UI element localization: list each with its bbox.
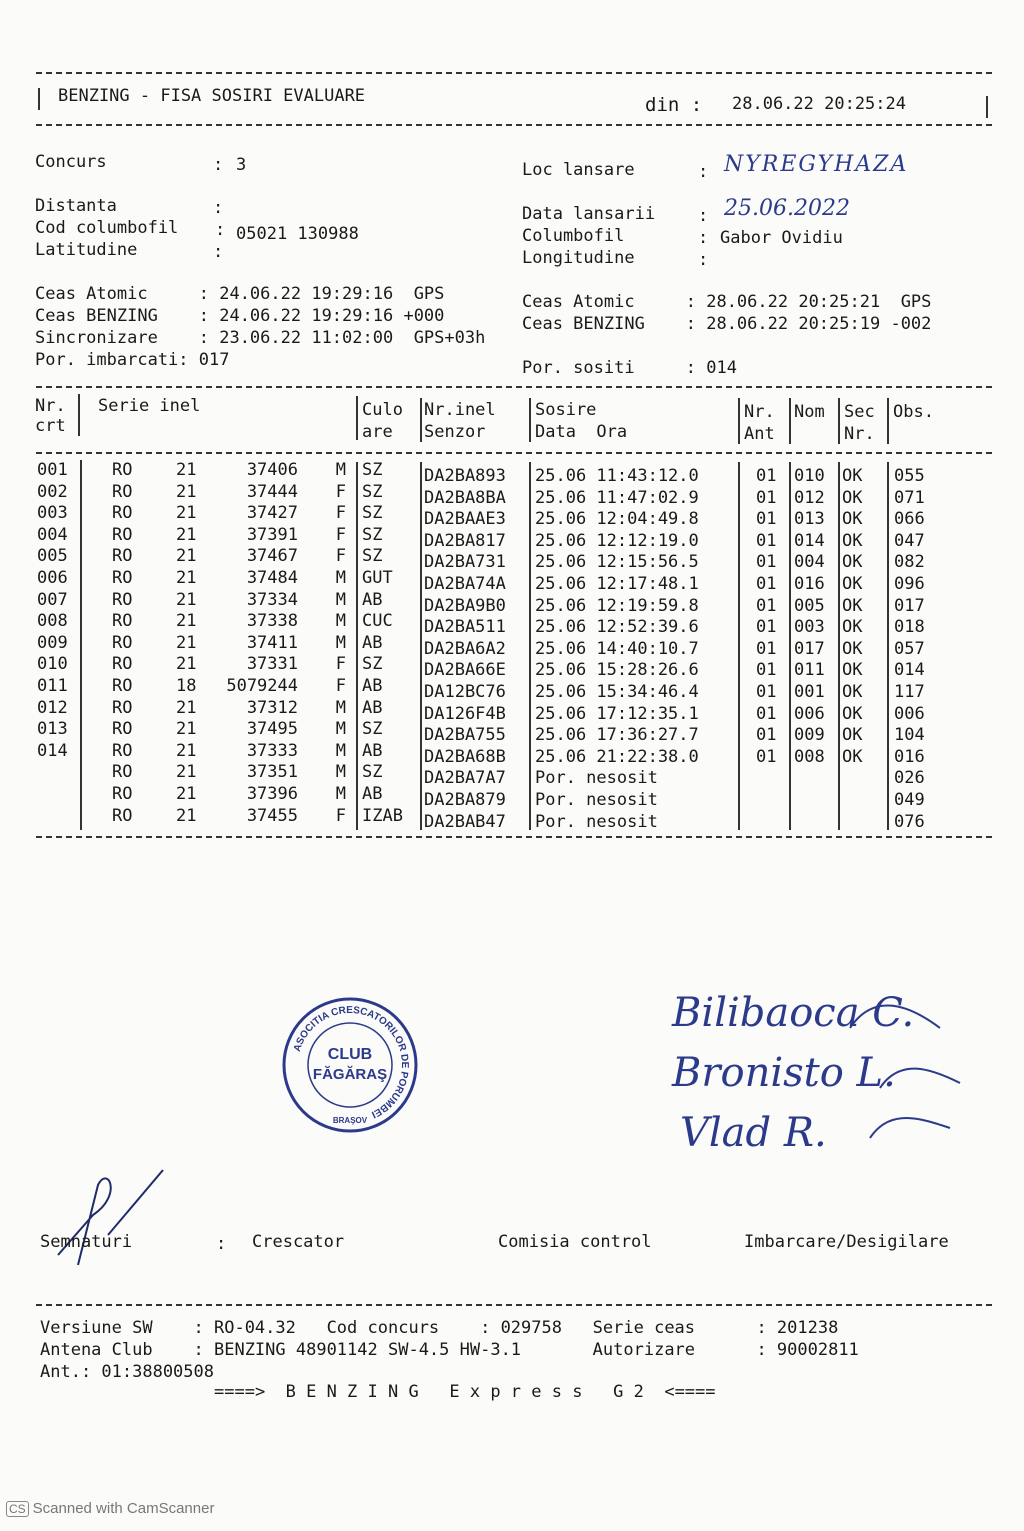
latitudine-label: Latitudine <box>35 240 138 260</box>
cell-tara: RO <box>112 632 133 653</box>
sep-nom-body <box>789 462 791 830</box>
cell-sosire: 25.06 12:04:49.8 <box>535 509 699 530</box>
latitudine-colon: : <box>213 242 224 262</box>
cell-nr: 002 <box>37 481 68 502</box>
cell-obs: 096 <box>894 574 925 594</box>
cell-an: 21 <box>176 784 197 804</box>
cell-sex: M <box>335 784 346 804</box>
sep-sec-body <box>838 462 840 830</box>
stamp-line1: CLUB <box>327 1046 373 1063</box>
cell-inel: 37411 <box>246 632 298 653</box>
columbofil-colon: : <box>698 228 709 248</box>
cell-inel: 37351 <box>246 762 298 783</box>
cell-obs: 016 <box>894 746 925 767</box>
cell-culoare: SZ <box>362 481 383 502</box>
cell-obs: 047 <box>894 530 925 551</box>
cell-senzor: DA12BC76 <box>424 682 506 702</box>
col-culoare-header: Culo <box>362 400 403 420</box>
cell-nr: 014 <box>37 740 68 761</box>
cell-senzor: DA2BA893 <box>424 466 506 486</box>
cell-an: 21 <box>176 503 197 524</box>
cell-tara: RO <box>112 546 133 567</box>
cell-obs: 076 <box>894 811 925 832</box>
cell-obs: 017 <box>894 595 925 616</box>
cod-columbofil-label: Cod columbofil <box>35 218 179 238</box>
cell-tara: RO <box>112 762 133 783</box>
columbofil-label: Columbofil <box>522 226 625 246</box>
cell-tara: RO <box>112 568 133 588</box>
cell-culoare: AB <box>362 589 383 610</box>
crescator-signature-scribble <box>38 1165 178 1275</box>
cell-nr: 009 <box>37 632 68 653</box>
cell-inel: 37455 <box>246 805 298 826</box>
club-stamp <box>280 995 420 1135</box>
cell-nr: 005 <box>37 546 68 567</box>
cell-culoare: AB <box>362 632 383 653</box>
col-nom-header: Nom <box>794 402 825 422</box>
sep-sosire-body <box>529 462 531 830</box>
col-ant-header: Ant <box>744 424 775 444</box>
cell-an: 21 <box>176 697 197 718</box>
cell-culoare: AB <box>362 697 383 718</box>
sep-culoare-header <box>356 396 358 440</box>
cell-inel: 5079244 <box>226 676 298 696</box>
cell-nom: 001 <box>794 682 825 702</box>
cod-columbofil-value: 05021 130988 <box>236 224 359 244</box>
cell-senzor: DA2BA879 <box>424 790 506 810</box>
cell-nom: 014 <box>794 530 825 551</box>
cell-culoare: SZ <box>362 762 383 783</box>
cell-sec: OK <box>842 530 863 551</box>
cell-nom: 013 <box>794 509 825 530</box>
cell-an: 21 <box>176 568 197 588</box>
cell-culoare: AB <box>362 676 383 696</box>
cell-senzor: DA2BA755 <box>424 725 506 746</box>
concurs-value: 3 <box>236 155 247 175</box>
sep-culoare-body <box>356 462 358 830</box>
cell-an: 21 <box>176 481 197 502</box>
cell-sex: F <box>335 546 346 567</box>
camscanner-icon: CS <box>6 1501 29 1517</box>
col-culoare-header-2: are <box>362 422 393 442</box>
cell-ant: 01 <box>756 466 777 486</box>
cell-obs: 057 <box>894 638 925 659</box>
cell-ant: 01 <box>756 595 777 616</box>
sep-nr-body <box>80 460 82 830</box>
cell-senzor: DA126F4B <box>424 703 506 724</box>
cell-sosire: 25.06 21:22:38.0 <box>535 746 699 767</box>
cell-nom: 003 <box>794 617 825 638</box>
header-right-bar <box>986 96 988 118</box>
cell-senzor: DA2BA817 <box>424 530 506 551</box>
col-senzor-header: Senzor <box>424 422 486 442</box>
cell-sosire: Por. nesosit <box>535 811 658 832</box>
cell-senzor: DA2BA8BA <box>424 487 506 508</box>
data-lansarii-colon: : <box>698 206 709 226</box>
cell-an: 21 <box>176 589 197 610</box>
cell-culoare: SZ <box>362 524 383 545</box>
cell-obs: 026 <box>894 768 925 789</box>
cell-senzor: DA2BA68B <box>424 746 506 767</box>
cell-culoare: SZ <box>362 460 383 480</box>
cell-an: 21 <box>176 460 197 480</box>
cell-tara: RO <box>112 481 133 502</box>
cell-senzor: DA2BA731 <box>424 552 506 573</box>
cell-sosire: Por. nesosit <box>535 790 658 810</box>
cell-ant: 01 <box>756 638 777 659</box>
cell-nom: 012 <box>794 487 825 508</box>
cell-inel: 37467 <box>246 546 298 567</box>
longitudine-colon: : <box>698 250 709 270</box>
sep-nrinel-header <box>420 398 422 442</box>
cell-nom: 017 <box>794 638 825 659</box>
concurs-label: Concurs <box>35 152 107 172</box>
cell-culoare: SZ <box>362 503 383 524</box>
cell-sosire: 25.06 11:47:02.9 <box>535 487 699 508</box>
commission-signature-flourish <box>840 988 970 1148</box>
cell-obs: 066 <box>894 509 925 530</box>
cell-inel: 37495 <box>246 719 298 740</box>
columbofil-value: Gabor Ovidiu <box>720 228 843 248</box>
cell-inel: 37406 <box>246 460 298 480</box>
ceas-atomic-start: Ceas Atomic : 24.06.22 19:29:16 GPS <box>35 284 445 304</box>
footer-top-rule <box>36 1304 992 1306</box>
cell-sosire: 25.06 11:43:12.0 <box>535 466 699 486</box>
cell-inel: 37338 <box>246 611 298 632</box>
cell-sec: OK <box>842 682 863 702</box>
cell-culoare: SZ <box>362 719 383 740</box>
cell-nom: 004 <box>794 552 825 573</box>
cell-sosire: 25.06 17:36:27.7 <box>535 725 699 746</box>
header-bottom-rule <box>36 124 992 126</box>
cell-an: 21 <box>176 524 197 545</box>
scanner-watermark <box>6 1500 214 1517</box>
cell-tara: RO <box>112 740 133 761</box>
cell-senzor: DA2BA511 <box>424 617 506 638</box>
cell-sosire: 25.06 15:34:46.4 <box>535 682 699 702</box>
sep-sosire-header <box>529 398 531 442</box>
sep-nom-header <box>789 398 791 444</box>
cell-sex: F <box>335 503 346 524</box>
sep-obs-header <box>887 398 889 444</box>
cell-ant: 01 <box>756 682 777 702</box>
col-dataora-header: Data Ora <box>535 422 628 442</box>
distanta-colon: : <box>213 198 224 218</box>
cell-sec: OK <box>842 574 863 594</box>
sep-nr-header <box>78 394 80 436</box>
footer-line-ant: Ant.: 01:38800508 <box>40 1362 214 1382</box>
data-lansarii-label: Data lansarii <box>522 204 656 224</box>
cell-sex: F <box>335 654 346 675</box>
cell-inel: 37334 <box>246 589 298 610</box>
cell-culoare: AB <box>362 784 383 804</box>
cell-nr: 001 <box>37 460 68 480</box>
cell-sosire: 25.06 17:12:35.1 <box>535 703 699 724</box>
cell-ant: 01 <box>756 617 777 638</box>
cell-sec: OK <box>842 552 863 573</box>
cell-nom: 016 <box>794 574 825 594</box>
cell-sex: M <box>335 589 346 610</box>
sep-obs-body <box>887 462 889 830</box>
cell-sosire: Por. nesosit <box>535 768 658 789</box>
semnaturi-label: Semnaturi <box>40 1232 133 1252</box>
cell-inel: 37333 <box>246 740 298 761</box>
cell-obs: 117 <box>894 682 925 702</box>
cell-obs: 104 <box>894 725 925 746</box>
cell-culoare: CUC <box>362 611 393 632</box>
cell-sex: M <box>335 697 346 718</box>
cell-inel: 37444 <box>246 481 298 502</box>
cell-senzor: DA2BA74A <box>424 574 506 594</box>
cell-tara: RO <box>112 784 133 804</box>
cell-sex: F <box>335 676 346 696</box>
concurs-colon: : <box>213 155 224 175</box>
cell-obs: 006 <box>894 703 925 724</box>
footer-line-versiune: Versiune SW : RO-04.32 Cod concurs : 029758 Serie ceas : 201238 <box>40 1318 839 1338</box>
col-obs-header: Obs. <box>893 402 934 422</box>
col-sec-header: Sec <box>844 402 875 422</box>
cell-senzor: DA2BAAE3 <box>424 509 506 530</box>
cell-inel: 37427 <box>246 503 298 524</box>
cell-tara: RO <box>112 503 133 524</box>
cell-tara: RO <box>112 697 133 718</box>
stamp-line2: FĂGĂRAŞ <box>312 1066 388 1083</box>
cell-senzor: DA2BAB47 <box>424 811 506 832</box>
cell-sex: M <box>335 460 346 480</box>
col-nr-header: Nr. <box>35 396 66 416</box>
cell-tara: RO <box>112 805 133 826</box>
sep-nrinel-body <box>420 462 422 830</box>
porumbei-sositi: Por. sositi : 014 <box>522 358 737 378</box>
col-crt-header: crt <box>35 416 66 436</box>
cell-nom: 005 <box>794 595 825 616</box>
cell-sosire: 25.06 12:52:39.6 <box>535 617 699 638</box>
footer-brand-line: ====> B E N Z I N G E x p r e s s G 2 <==== <box>214 1382 716 1402</box>
ceas-benzing-start: Ceas BENZING : 24.06.22 19:29:16 +000 <box>35 306 445 326</box>
cell-an: 21 <box>176 611 197 632</box>
sep-ant-body <box>738 462 740 830</box>
din-label: din : <box>645 94 703 116</box>
cell-culoare: GUT <box>362 568 393 588</box>
cell-sex: M <box>335 632 346 653</box>
cell-an: 21 <box>176 654 197 675</box>
cell-sosire: 25.06 12:15:56.5 <box>535 552 699 573</box>
cell-obs: 055 <box>894 466 925 486</box>
commission-signature-2: Bronisto L. <box>672 1050 896 1096</box>
cell-nom: 011 <box>794 660 825 681</box>
longitudine-label: Longitudine <box>522 248 635 268</box>
cell-sec: OK <box>842 725 863 746</box>
header-top-rule <box>36 72 992 74</box>
cell-sosire: 25.06 12:12:19.0 <box>535 530 699 551</box>
cell-tara: RO <box>112 719 133 740</box>
col-nrant-header: Nr. <box>744 402 775 422</box>
cell-sex: M <box>335 740 346 761</box>
loc-lansare-handwritten: NYREGYHAZA <box>724 152 909 177</box>
cell-sex: M <box>335 762 346 783</box>
cell-obs: 018 <box>894 617 925 638</box>
cell-sex: M <box>335 611 346 632</box>
cell-sosire: 25.06 12:19:59.8 <box>535 595 699 616</box>
ceas-atomic-end: Ceas Atomic : 28.06.22 20:25:21 GPS <box>522 292 932 312</box>
cell-ant: 01 <box>756 703 777 724</box>
commission-signature-3: Vlad R. <box>680 1110 827 1156</box>
cell-senzor: DA2BA9B0 <box>424 595 506 616</box>
commission-signature-1: Bilibaoca C. <box>672 990 915 1036</box>
cell-tara: RO <box>112 654 133 675</box>
table-header-rule <box>36 452 992 454</box>
col-sosire-header: Sosire <box>535 400 597 420</box>
cell-nr: 012 <box>37 697 68 718</box>
table-top-rule <box>36 386 992 388</box>
cell-nr: 011 <box>37 676 68 696</box>
col-nrinel-header: Nr.inel <box>424 400 496 420</box>
cell-nom: 009 <box>794 725 825 746</box>
cell-tara: RO <box>112 676 133 696</box>
cell-sec: OK <box>842 746 863 767</box>
cell-sex: M <box>335 719 346 740</box>
cell-nr: 010 <box>37 654 68 675</box>
cell-ant: 01 <box>756 509 777 530</box>
cell-an: 21 <box>176 632 197 653</box>
cell-inel: 37396 <box>246 784 298 804</box>
cell-inel: 37312 <box>246 697 298 718</box>
cell-culoare: SZ <box>362 654 383 675</box>
cell-sex: F <box>335 481 346 502</box>
cell-nr: 006 <box>37 568 68 588</box>
loc-lansare-colon: : <box>698 162 709 182</box>
cell-nr: 013 <box>37 719 68 740</box>
cell-culoare: AB <box>362 740 383 761</box>
cell-ant: 01 <box>756 487 777 508</box>
cell-obs: 082 <box>894 552 925 573</box>
cell-sec: OK <box>842 660 863 681</box>
cell-sosire: 25.06 12:17:48.1 <box>535 574 699 594</box>
cell-senzor: DA2BA6A2 <box>424 638 506 659</box>
scanner-text: Scanned with CamScanner <box>32 1500 215 1517</box>
distanta-label: Distanta <box>35 196 117 216</box>
cell-nr: 003 <box>37 503 68 524</box>
cell-an: 21 <box>176 719 197 740</box>
data-lansarii-handwritten: 25.06.2022 <box>724 196 850 221</box>
sep-ant-header <box>738 398 740 444</box>
cell-an: 21 <box>176 805 197 826</box>
loc-lansare-label: Loc lansare <box>522 160 635 180</box>
cell-sec: OK <box>842 509 863 530</box>
imbarcare-label: Imbarcare/Desigilare <box>744 1232 949 1252</box>
stamp-bottom: BRAŞOV <box>332 1116 368 1125</box>
semnaturi-colon: : <box>216 1234 227 1254</box>
cell-ant: 01 <box>756 660 777 681</box>
cell-ant: 01 <box>756 530 777 551</box>
ceas-benzing-end: Ceas BENZING : 28.06.22 20:25:19 -002 <box>522 314 932 334</box>
header-left-bar <box>38 88 40 110</box>
document-title: BENZING - FISA SOSIRI EVALUARE <box>58 86 366 106</box>
cell-ant: 01 <box>756 574 777 594</box>
cell-nom: 006 <box>794 703 825 724</box>
cell-tara: RO <box>112 524 133 545</box>
cell-nom: 008 <box>794 746 825 767</box>
cell-inel: 37484 <box>246 568 298 588</box>
cell-sex: M <box>335 568 346 588</box>
stamp-ring-text: ASOCITIA CRESCATORILOR DE PORUMBEI <box>291 1004 411 1120</box>
cell-tara: RO <box>112 460 133 480</box>
cell-culoare: SZ <box>362 546 383 567</box>
cell-nr: 004 <box>37 524 68 545</box>
col-serie-header: Serie inel <box>98 396 201 416</box>
cell-inel: 37391 <box>246 524 298 545</box>
crescator-label: Crescator <box>252 1232 345 1252</box>
cell-nom: 010 <box>794 466 825 486</box>
cell-obs: 049 <box>894 790 925 810</box>
porumbei-imbarcati: Por. imbarcati: 017 <box>35 350 230 370</box>
cell-sosire: 25.06 14:40:10.7 <box>535 638 699 659</box>
cell-nr: 007 <box>37 589 68 610</box>
cell-an: 21 <box>176 546 197 567</box>
comisia-control-label: Comisia control <box>498 1232 652 1252</box>
cell-an: 21 <box>176 740 197 761</box>
col-secnr-header: Nr. <box>844 424 875 444</box>
cell-tara: RO <box>112 611 133 632</box>
cell-tara: RO <box>112 589 133 610</box>
cell-ant: 01 <box>756 725 777 746</box>
cell-an: 21 <box>176 762 197 783</box>
cell-sec: OK <box>842 703 863 724</box>
cod-columbofil-colon: : <box>215 220 226 240</box>
cell-sex: F <box>335 805 346 826</box>
cell-sec: OK <box>842 595 863 616</box>
cell-ant: 01 <box>756 746 777 767</box>
cell-sec: OK <box>842 466 863 486</box>
cell-sosire: 25.06 15:28:26.6 <box>535 660 699 681</box>
cell-an: 18 <box>176 676 197 696</box>
cell-obs: 071 <box>894 487 925 508</box>
cell-senzor: DA2BA66E <box>424 660 506 681</box>
cell-inel: 37331 <box>246 654 298 675</box>
sep-sec-header <box>838 398 840 444</box>
sincronizare: Sincronizare : 23.06.22 11:02:00 GPS+03h <box>35 328 486 348</box>
cell-sec: OK <box>842 638 863 659</box>
cell-culoare: IZAB <box>362 805 403 826</box>
cell-obs: 014 <box>894 660 925 681</box>
din-value: 28.06.22 20:25:24 <box>732 94 906 114</box>
cell-sec: OK <box>842 617 863 638</box>
cell-sec: OK <box>842 487 863 508</box>
table-bottom-rule <box>36 836 992 838</box>
cell-ant: 01 <box>756 552 777 573</box>
cell-nr: 008 <box>37 611 68 632</box>
cell-senzor: DA2BA7A7 <box>424 768 506 789</box>
cell-sex: F <box>335 524 346 545</box>
footer-line-antena: Antena Club : BENZING 48901142 SW-4.5 HW-3.1 Autorizare : 90002811 <box>40 1340 859 1360</box>
